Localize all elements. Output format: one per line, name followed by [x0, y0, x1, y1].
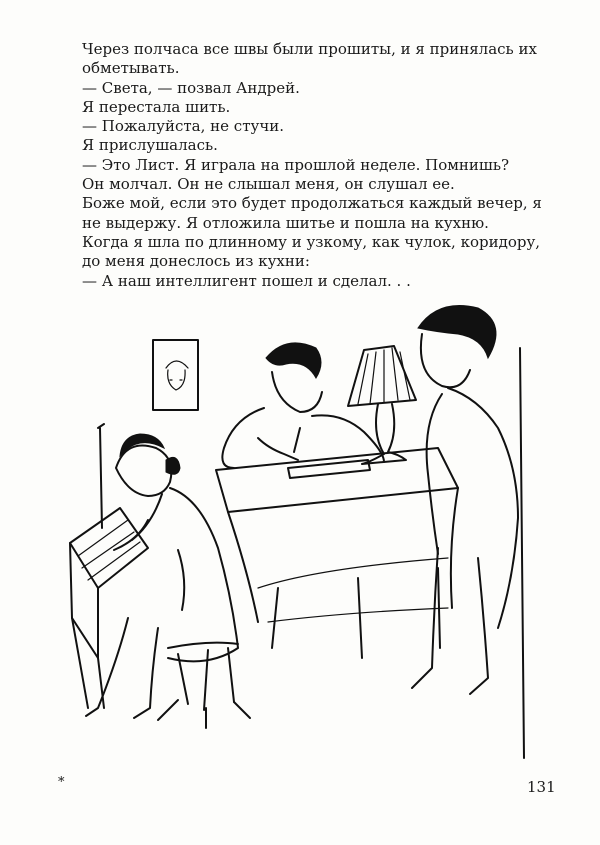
- body-text: [82, 40, 552, 291]
- text-line: — А наш интеллигент пошел и сделал. . .: [82, 271, 411, 290]
- text-line: — Света, — позвал Андрей.: [82, 78, 300, 97]
- table-lamp: [348, 346, 416, 464]
- standing-woman: [412, 306, 524, 759]
- footnote-mark: *: [58, 775, 65, 790]
- text-line: не выдержу. Я отложила шитье и пошла на кухню.: [82, 213, 489, 232]
- text-line: до меня донеслось из кухни:: [82, 252, 310, 271]
- text-line: Он молчал. Он не слышал меня, он слушал ее.: [82, 175, 455, 194]
- text-line: Боже мой, если это будет продолжаться каждый вечер, я: [82, 194, 542, 213]
- text-line: Через полчаса все швы были прошиты, и я принялась их: [82, 40, 537, 58]
- girl-at-piano: [86, 434, 250, 728]
- wall-portrait: [153, 340, 198, 410]
- piano: [70, 424, 148, 708]
- table: [216, 448, 458, 658]
- text-line: Я перестала шить.: [82, 97, 231, 116]
- text-line: — Пожалуйста, не стучи.: [82, 117, 285, 136]
- text-line: обметывать.: [82, 59, 180, 78]
- text-line: Когда я шла по длинному и узкому, как чулок, коридору,: [82, 232, 541, 251]
- page-number: 131: [527, 778, 556, 796]
- ink-illustration: [58, 288, 548, 768]
- text-line: Я прислушалась.: [82, 136, 218, 155]
- text-line: — Это Лист. Я играла на прошлой неделе. Помнишь?: [82, 155, 510, 174]
